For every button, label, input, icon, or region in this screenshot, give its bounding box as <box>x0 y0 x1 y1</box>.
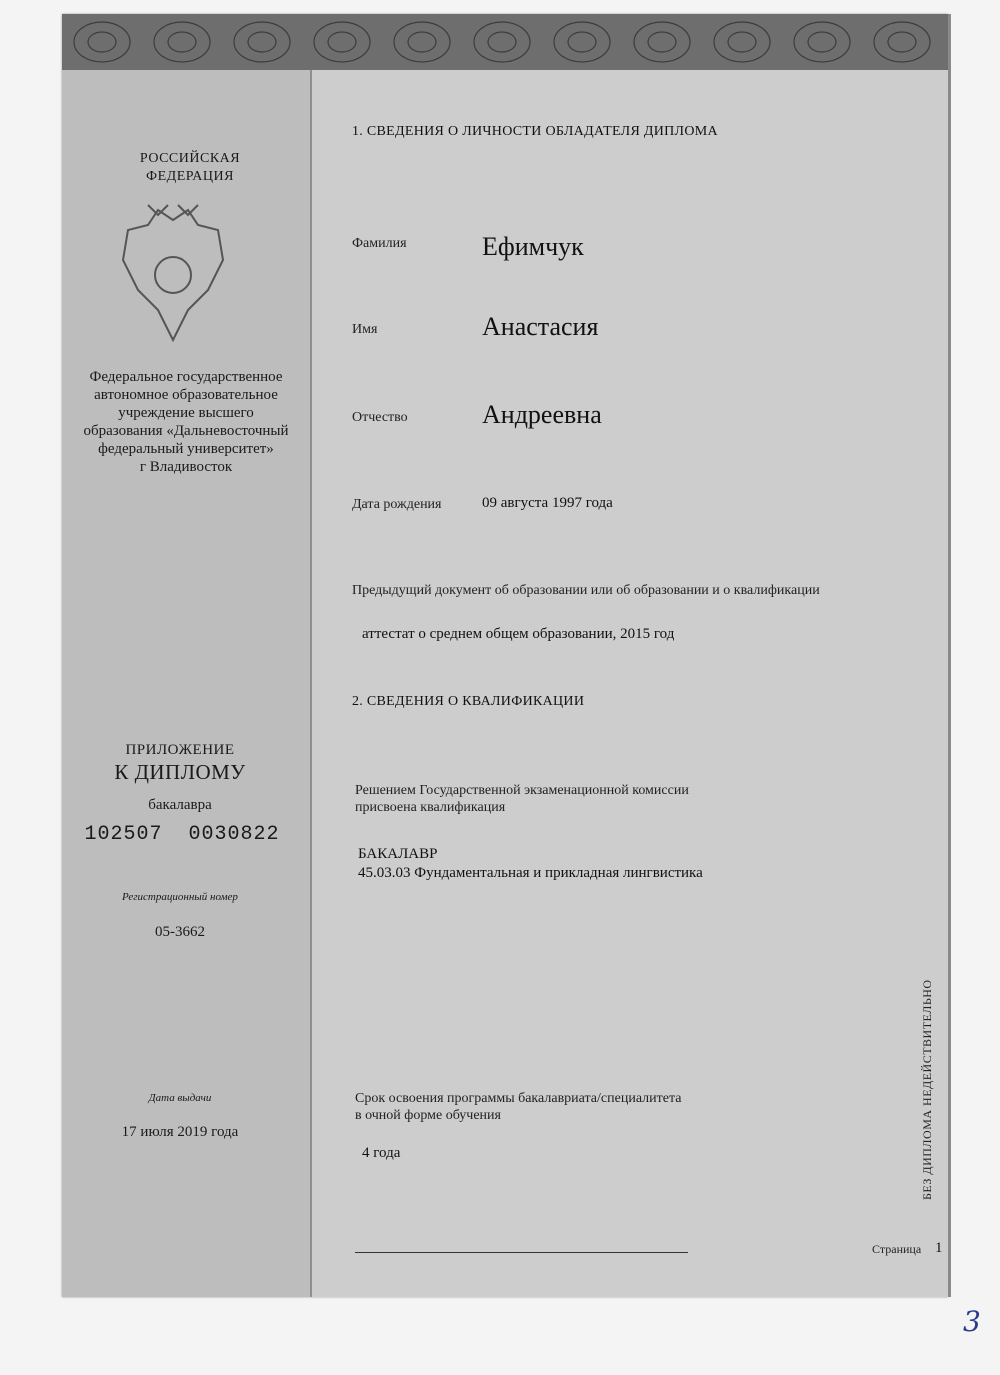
dob-value: 09 августа 1997 года <box>482 495 613 511</box>
diploma-serial-number: 102507 0030822 <box>84 823 280 846</box>
commission-decision-line-2: присвоена квалификация <box>355 800 506 815</box>
country-line-2: ФЕДЕРАЦИЯ <box>146 169 234 184</box>
section-2-title: 2. СВЕДЕНИЯ О КВАЛИФИКАЦИИ <box>352 694 585 709</box>
institution-line-4: образования «Дальневосточный <box>83 423 289 439</box>
signature-line <box>355 1252 688 1253</box>
surname-label: Фамилия <box>352 236 407 251</box>
surname-value: Ефимчук <box>482 232 584 261</box>
appendix-title: ПРИЛОЖЕНИЕ <box>125 742 235 758</box>
page-number: 1 <box>935 1240 943 1256</box>
section-1-title: 1. СВЕДЕНИЯ О ЛИЧНОСТИ ОБЛАДАТЕЛЯ ДИПЛОМА <box>352 124 718 139</box>
institution-line-3: учреждение высшего <box>118 405 254 421</box>
handwritten-page-number: 3 <box>963 1305 981 1338</box>
coat-of-arms-icon <box>108 200 238 350</box>
institution-line-5: федеральный университет» <box>98 441 274 457</box>
dob-label: Дата рождения <box>352 497 442 512</box>
study-term-line-1: Срок освоения программы бакалавриата/специалитета <box>355 1091 682 1106</box>
institution-line-6: г Владивосток <box>139 459 233 475</box>
name-value: Анастасия <box>482 312 599 341</box>
commission-decision-line-1: Решением Государственной экзаменационной комиссии <box>355 783 689 798</box>
degree-label: бакалавра <box>148 797 212 813</box>
registration-label: Регистрационный номер <box>122 891 238 903</box>
qualification-value: БАКАЛАВР <box>358 846 438 862</box>
qualification-block <box>358 845 703 883</box>
specialty-value: 45.03.03 Фундаментальная и прикладная лингвистика <box>358 865 703 881</box>
guilloche-ornament-icon <box>62 14 948 70</box>
issue-date-label: Дата выдачи <box>148 1092 212 1104</box>
country-line-1: РОССИЙСКАЯ <box>139 151 241 166</box>
patronymic-value: Андреевна <box>482 400 602 429</box>
registration-number: 05-3662 <box>155 924 205 940</box>
page-label: Страница <box>872 1242 922 1256</box>
institution-line-1: Федеральное государственное <box>89 369 283 385</box>
institution-name <box>70 368 302 476</box>
previous-document-label: Предыдущий документ об образовании или об образовании и о квалификации <box>352 583 820 598</box>
study-term-line-2: в очной форме обучения <box>355 1108 501 1123</box>
study-term-value: 4 года <box>362 1145 401 1161</box>
patronymic-label: Отчество <box>352 410 408 425</box>
institution-line-2: автономное образовательное <box>94 387 278 403</box>
previous-document-value: аттестат о среднем общем образовании, 2015 год <box>362 626 675 642</box>
country-name <box>100 150 280 186</box>
name-label: Имя <box>352 322 378 337</box>
validity-note: БЕЗ ДИПЛОМА НЕДЕЙСТВИТЕЛЬНО <box>920 979 934 1200</box>
appendix-subtitle: К ДИПЛОМУ <box>114 760 246 784</box>
issue-date: 17 июля 2019 года <box>121 1124 239 1140</box>
commission-decision <box>355 782 689 816</box>
guilloche-ornament-band <box>62 14 948 70</box>
sheet-edge <box>948 14 951 1297</box>
study-term-label <box>355 1090 681 1124</box>
